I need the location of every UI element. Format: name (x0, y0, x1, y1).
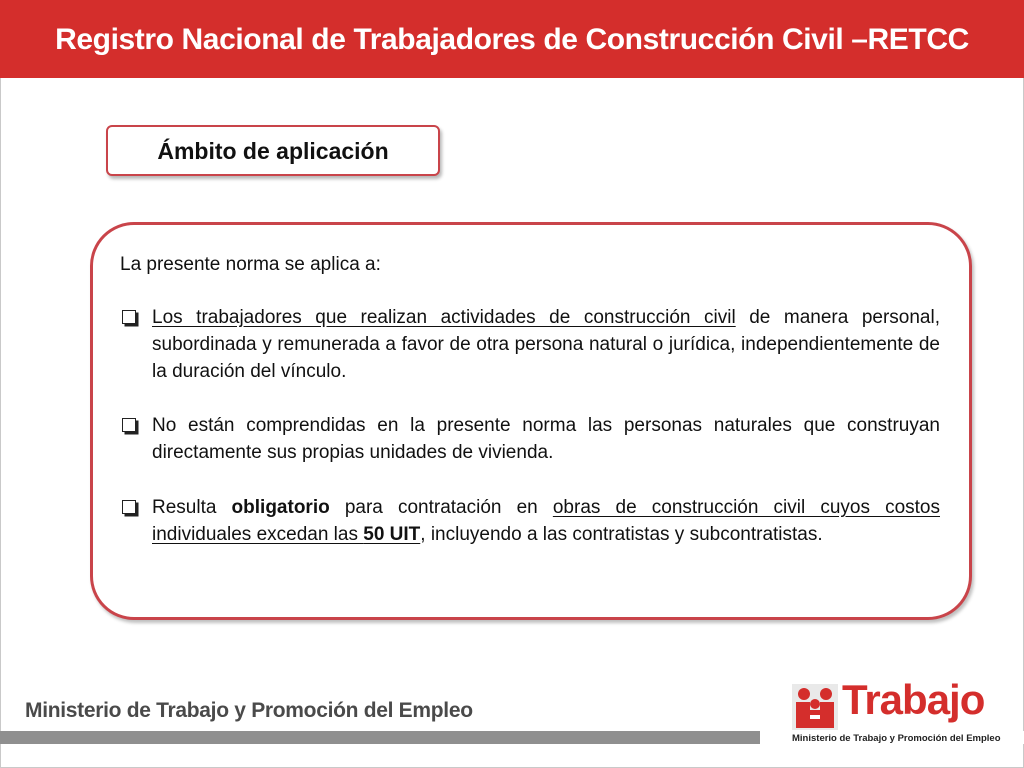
checkbox-bullet-icon (122, 310, 136, 324)
checkbox-bullet-icon (122, 418, 136, 432)
bullet-body-text: Resulta (152, 497, 232, 518)
footer-divider (0, 731, 760, 744)
intro-text: La presente norma se aplica a: (120, 254, 381, 275)
section-heading-box (106, 125, 440, 176)
bullet-text (152, 412, 940, 466)
section-heading: Ámbito de aplicación (157, 138, 389, 164)
logo-wordmark: Trabajo (842, 676, 985, 723)
bullet-item (120, 494, 940, 548)
bullet-body-text: para contratación en (329, 497, 553, 518)
bullet-item (120, 412, 940, 466)
bullet-text (152, 494, 940, 548)
checkbox-bullet-icon (122, 500, 136, 514)
ministry-logo (790, 676, 1001, 746)
bullet-item (120, 304, 940, 385)
bullet-body-text: de manera personal, subordinada y remunerada a favor de otra persona natural o jurídica, independientemente de la duración del vínculo. (152, 307, 940, 382)
logo-subtitle: Ministerio de Trabajo y Promoción del Empleo (792, 733, 1001, 744)
bullet-underlined-text: Los trabajadores que realizan actividades de construcción civil (152, 307, 736, 328)
bullet-body-text: No están comprendidas en la presente norma las personas naturales que construyan directamente sus propias unidades de vivienda. (152, 415, 940, 463)
bullet-underlined-text: obras de construcción civil cuyos costos individuales excedan las (152, 497, 940, 545)
bullet-bold-underlined-text: 50 UIT (363, 524, 421, 545)
title-bar (0, 0, 1024, 78)
bullet-body-text: , incluyendo a las contratistas y subcontratistas. (420, 524, 823, 545)
bullet-text (152, 304, 940, 385)
footer-ministry-name: Ministerio de Trabajo y Promoción del Empleo (25, 699, 473, 722)
bullet-bold-text: obligatorio (231, 497, 330, 518)
people-logo-icon (790, 682, 840, 732)
slide-title: Registro Nacional de Trabajadores de Construcción Civil –RETCC (55, 23, 969, 56)
